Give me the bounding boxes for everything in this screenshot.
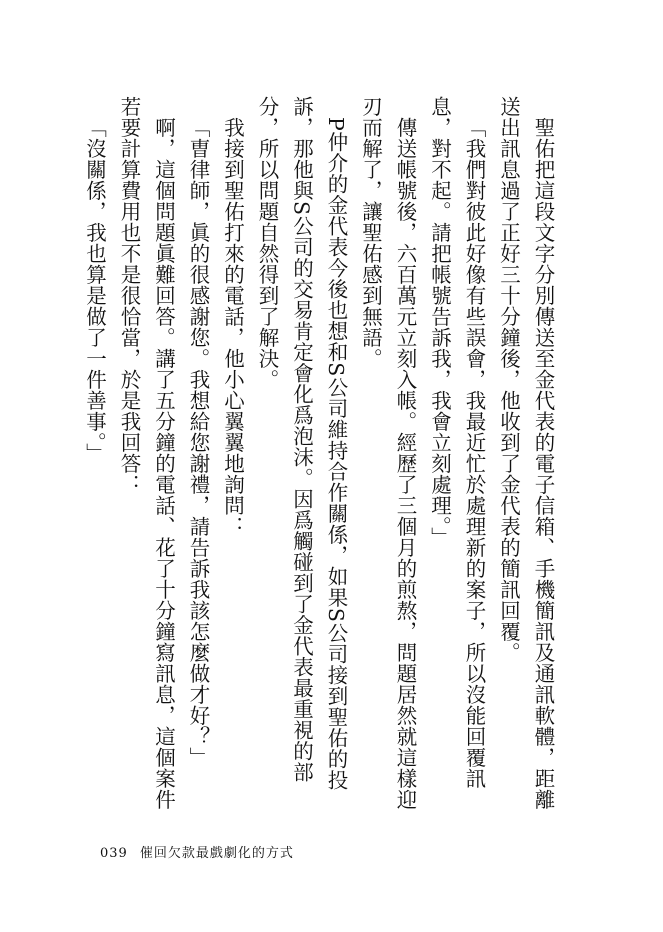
book-title: 催回欠款最戲劇化的方式 [139,846,294,861]
paragraph: P仲介的金代表今後也想和S公司維持合作關係，如果S公司接到聖佑的投訴，那他與S公司的交易肯定會化爲泡沫。因爲觸碰到了金代表最重視的部分，所以問題自然得到了解決。 [255,96,348,790]
paragraph: 「曺律師，眞的很感謝您。我想給您謝禮，請告訴我該怎麼做才好？」 [186,116,210,768]
paragraph: 我接到聖佑打來的電話，他小心翼翼地詢問： [220,116,245,537]
paragraph: 傳送帳號後，六百萬元立刻入帳。經歷了三個月的煎熬，問題居然就這樣迎刃而解了，讓聖佑感到無語。 [358,96,417,810]
paragraph: 「沒關係，我也算是做了一件善事。」 [82,116,107,464]
paragraph: 「我們對彼此好像有些誤會，我最近忙於處理新的案子，所以沒能回覆訊息，對不起。請把帳號告訴我，我會立刻處理。」 [427,96,486,789]
paragraph: 聖佑把這段文字分別傳送至金代表的電子信箱、手機簡訊及通訊軟體，距離送出訊息過了正好三十分鐘後，他收到了金代表的簡訊回覆。 [496,96,555,810]
page-number: 039 [100,846,128,861]
paragraph: 啊，這個問題眞難回答。講了五分鐘的電話、花了十分鐘寫訊息，這個案件若要計算費用也不是很恰當，於是我回答： [117,96,176,810]
vertical-text-body [82,96,560,812]
page-footer [100,842,294,861]
